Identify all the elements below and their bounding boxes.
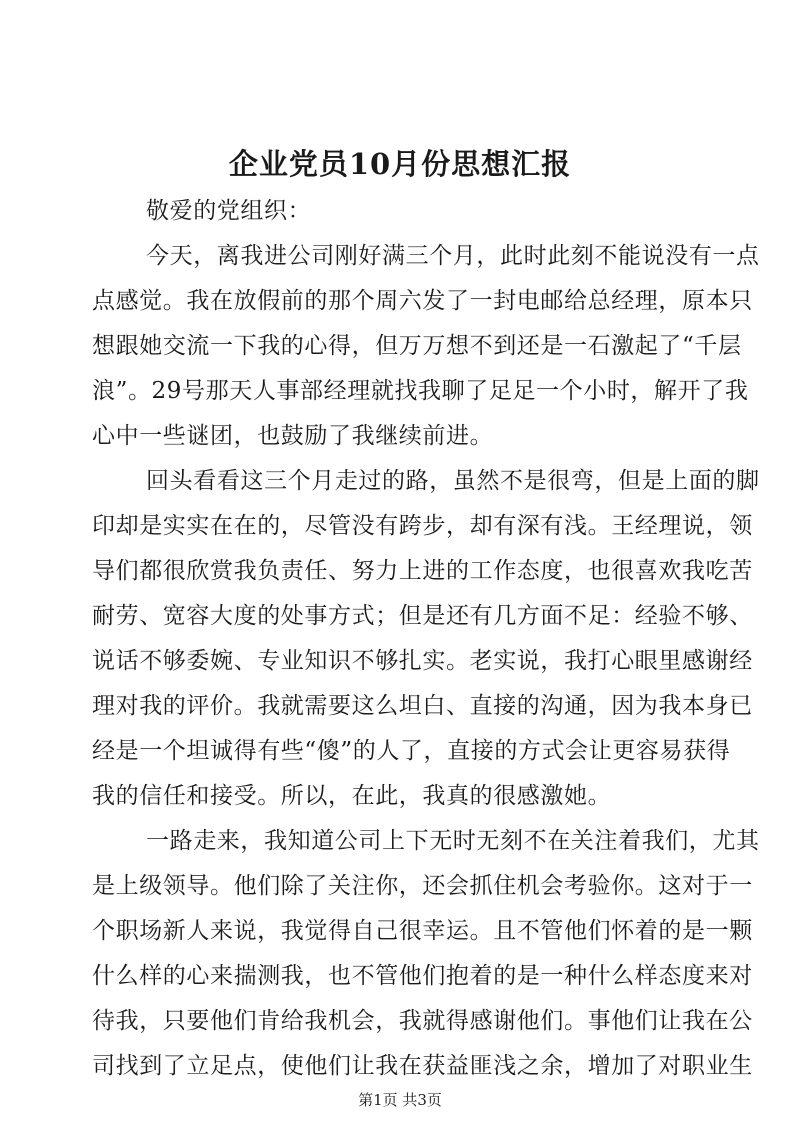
body-line: 点感觉。我在放假前的那个周六发了一封电邮给总经理，原本只 xyxy=(92,288,753,314)
body-line: 耐劳、宽容大度的处事方式；但是还有几方面不足：经验不够、 xyxy=(92,603,753,629)
body-line: 回头看看这三个月走过的路，虽然不是很弯，但是上面的脚 xyxy=(146,468,760,494)
body-line: 想跟她交流一下我的心得，但万万想不到还是一石激起了“千层 xyxy=(92,333,742,359)
body-line: 司找到了立足点，使他们让我在获益匪浅之余，增加了对职业生 xyxy=(92,1053,753,1079)
body-line: 理对我的评价。我就需要这么坦白、直接的沟通，因为我本身已 xyxy=(92,693,753,719)
body-line: 我的信任和接受。所以，在此，我真的很感激她。 xyxy=(92,783,612,809)
document-title: 企业党员10月份思想汇报 xyxy=(228,147,572,181)
body-line: 今天，离我进公司刚好满三个月，此时此刻不能说没有一点 xyxy=(146,243,760,269)
body-line: 印却是实实在在的，尽管没有跨步，却有深有浅。王经理说，领 xyxy=(92,513,753,539)
body-line: 说话不够委婉、专业知识不够扎实。老实说，我打心眼里感谢经 xyxy=(92,648,753,674)
body-line: 一路走来，我知道公司上下无时无刻不在关注着我们，尤其 xyxy=(146,828,760,854)
page-number-footer: 第1页 共3页 xyxy=(358,1091,442,1109)
body-line: 导们都很欣赏我负责任、努力上进的工作态度，也很喜欢我吃苦 xyxy=(92,558,753,584)
body-line: 经是一个坦诚得有些“傻”的人了，直接的方式会让更容易获得 xyxy=(92,738,731,764)
body-line: 是上级领导。他们除了关注你，还会抓住机会考验你。这对于一 xyxy=(92,873,753,899)
body-line: 个职场新人来说，我觉得自己很幸运。且不管他们怀着的是一颗 xyxy=(92,918,753,944)
body-line: 浪”。29号那天人事部经理就找我聊了足足一个小时，解开了我 xyxy=(92,378,749,404)
body-line: 什么样的心来揣测我，也不管他们抱着的是一种什么样态度来对 xyxy=(92,963,753,989)
body-line: 心中一些谜团，也鼓励了我继续前进。 xyxy=(92,423,494,449)
salutation-line: 敬爱的党组织： xyxy=(146,198,312,224)
body-line: 待我，只要他们肯给我机会，我就得感谢他们。事他们让我在公 xyxy=(92,1008,753,1034)
